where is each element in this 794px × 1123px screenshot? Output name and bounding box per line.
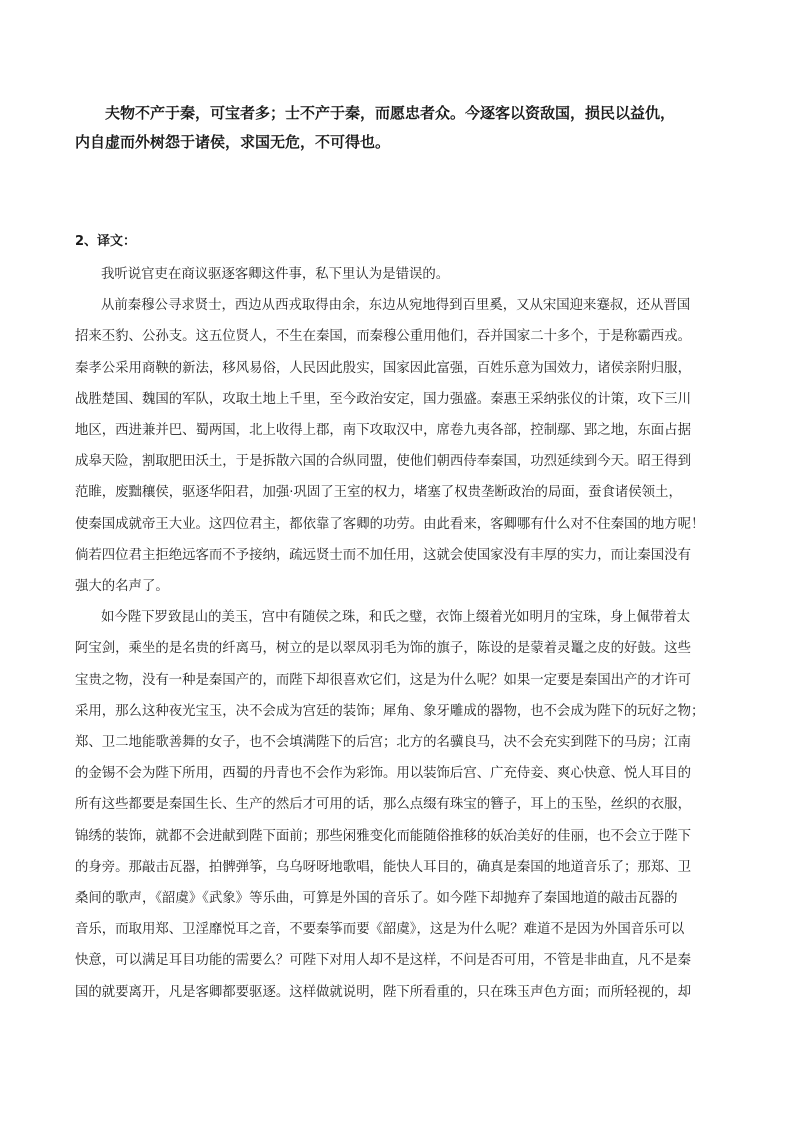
section-heading: 2、译文： [75, 234, 137, 249]
paragraph-line: 宝贵之物，没有一种是秦国产的，而陛下却很喜欢它们，这是为什么呢？如果一定要是秦国出产的才许可 [75, 672, 691, 688]
paragraph-line: 采用，那么这种夜光宝玉，决不会成为宫廷的装饰；犀角、象牙雕成的器物，也不会成为陛下的玩好之物； [75, 703, 705, 719]
paragraph-line: 倘若四位君主拒绝远客而不予接纳，疏远贤士而不加任用，这就会使国家没有丰厚的实力，而让秦国没有 [75, 547, 691, 563]
paragraph-line: 锦绣的装饰，就都不会进献到陛下面前；那些闲雅变化而能随俗推移的妖冶美好的佳丽，也不会立于陛下 [75, 828, 691, 844]
paragraph-line: 的身旁。那敲击瓦器，拍髀弹筝，乌乌呀呀地歌唱，能快人耳目的，确真是秦国的地道音乐了；那郑、卫 [75, 859, 691, 875]
paragraph-line: 桑间的歌声，《韶虞》《武象》等乐曲，可算是外国的音乐了。如今陛下却抛弃了秦国地道的敲击瓦器的 [75, 891, 678, 907]
quote-line: 内自虚而外树怨于诸侯，求国无危，不可得也。 [75, 133, 391, 151]
paragraph-line: 秦孝公采用商鞅的新法，移风易俗，人民因此殷实，国家因此富强，百姓乐意为国效力，诸侯亲附归服， [75, 360, 691, 376]
paragraph-line: 郑、卫二地能歌善舞的女子，也不会填满陛下的后宫；北方的名骥良马，决不会充实到陛下的马房；江南 [75, 735, 691, 751]
paragraph-line: 使秦国成就帝王大业。这四位君主，都依靠了客卿的功劳。由此看来，客卿哪有什么对不住秦国的地方呢！ [75, 516, 705, 532]
paragraph-line: 快意，可以满足耳目功能的需要么？可陛下对用人却不是这样，不问是否可用，不管是非曲直，凡不是秦 [75, 953, 691, 969]
paragraph-line: 地区，西进兼并巴、蜀两国，北上收得上郡，南下攻取汉中，席卷九夷各部，控制鄢、郢之地，东面占据 [75, 423, 691, 439]
paragraph-line: 招来丕豹、公孙支。这五位贤人，不生在秦国，而秦穆公重用他们，吞并国家二十多个，于是称霸西戎。 [75, 329, 691, 345]
paragraph-line: 范睢，废黜穰侯，驱逐华阳君，加强·巩固了王室的权力，堵塞了权贵垄断政治的局面，蚕食诸侯领土， [75, 485, 682, 501]
paragraph-line: 我听说官吏在商议驱逐客卿这件事，私下里认为是错误的。 [101, 267, 450, 282]
paragraph-line: 成皋天险，割取肥田沃土，于是拆散六国的合纵同盟，使他们朝西侍奉秦国，功烈延续到今天。昭王得到 [75, 454, 691, 470]
paragraph-line: 如今陛下罗致昆山的美玉，宫中有随侯之珠，和氏之璧，衣饰上缀着光如明月的宝珠，身上佩带着太 [101, 610, 691, 626]
paragraph-line: 国的就要离开，凡是客卿都要驱逐。这样做就说明，陛下所看重的，只在珠玉声色方面；而所轻视的，却 [75, 984, 691, 1000]
quote-line: 夫物不产于秦，可宝者多；士不产于秦，而愿忠者众。今逐客以资敌国，损民以益仇， [105, 104, 676, 122]
paragraph-line: 强大的名声了。 [75, 579, 169, 595]
paragraph-line: 战胜楚国、魏国的军队，攻取土地上千里，至今政治安定，国力强盛。秦惠王采纳张仪的计策，攻下三川 [75, 391, 691, 407]
paragraph-line: 的金锡不会为陛下所用，西蜀的丹青也不会作为彩饰。用以装饰后宫、广充侍妾、爽心快意、悦人耳目的 [75, 766, 691, 782]
paragraph-line: 音乐，而取用郑、卫淫靡悦耳之音，不要秦筝而要《韶虞》，这是为什么呢？难道不是因为外国音乐可以 [75, 922, 685, 938]
translation-body [75, 259, 735, 1008]
paragraph-line: 所有这些都要是秦国生长、生产的然后才可用的话，那么点缀有珠宝的簪子，耳上的玉坠，丝织的衣服， [75, 797, 691, 813]
paragraph-line: 阿宝剑，乘坐的是名贵的纤离马，树立的是以翠凤羽毛为饰的旗子，陈设的是蒙着灵鼍之皮的好鼓。这些 [75, 641, 691, 657]
original-text-quote [75, 99, 730, 157]
paragraph-line: 从前秦穆公寻求贤士，西边从西戎取得由余，东边从宛地得到百里奚，又从宋国迎来蹇叔，还从晋国 [101, 298, 691, 314]
